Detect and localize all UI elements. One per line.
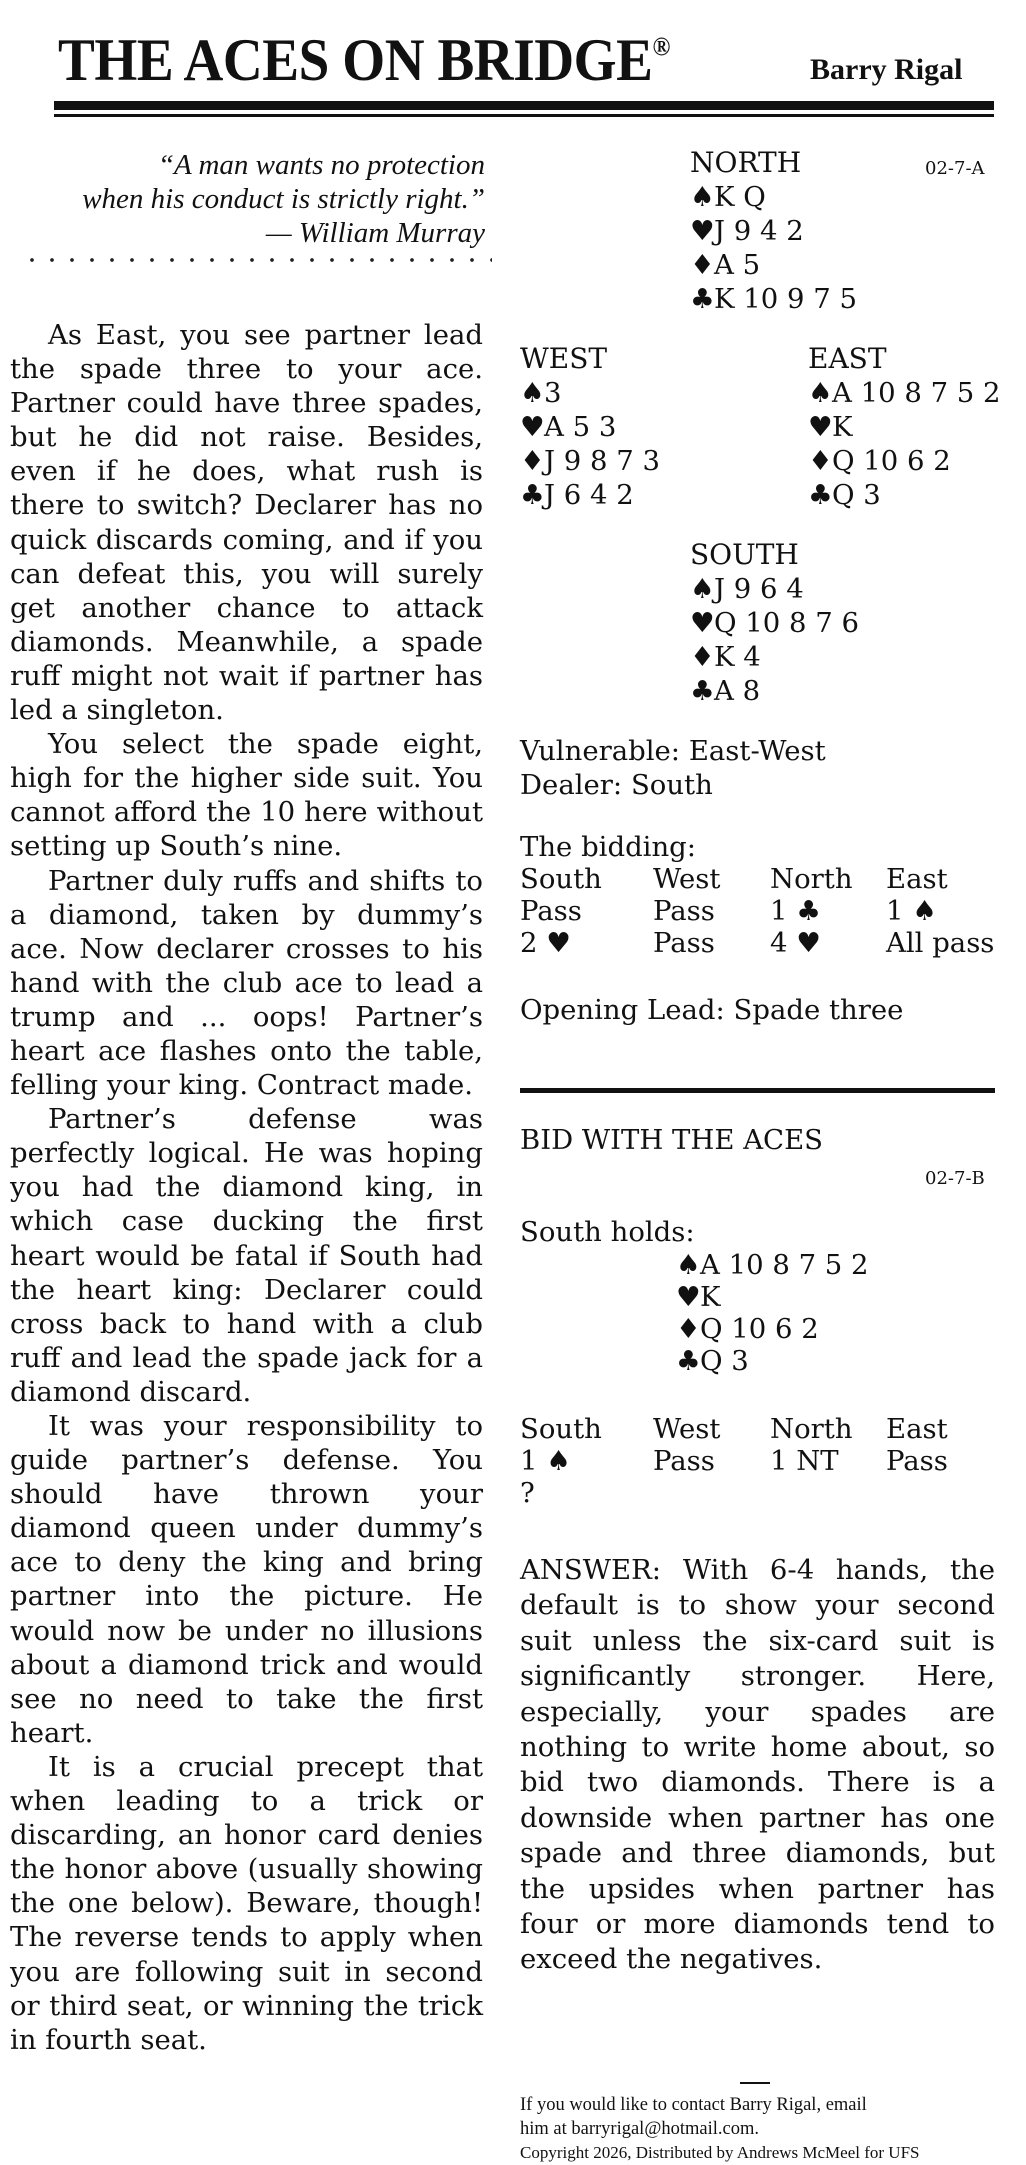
quote-line: when his conduct is strictly right.” (82, 183, 485, 215)
article-body (10, 318, 483, 2057)
paragraph: It is a crucial precept that when leading to a trick or discarding, an honor card denies the honor above (usually showing the one below). Beware, though! The reverse tends to apply when you are following suit in second or third seat, or winning the trick in fourth seat. (10, 1750, 483, 2056)
contact-line: If you would like to contact Barry Rigal, email (520, 2095, 867, 2115)
bidding-table (520, 863, 1000, 963)
epigraph-quote (10, 148, 485, 250)
deal-reference: 02-7-A (925, 158, 985, 179)
bid-cell: Pass (653, 895, 715, 927)
bidding-header: South (520, 863, 602, 895)
bid-cell: 1 ♠ (520, 1445, 571, 1477)
spade-icon: ♠ (690, 573, 715, 605)
quiz-bidding-table (520, 1413, 1000, 1513)
club-icon: ♣ (676, 1345, 701, 1377)
bidding-header: North (770, 863, 853, 895)
diamond-icon: ♦ (690, 641, 715, 673)
registered-mark: ® (652, 32, 670, 61)
quote-line: “A man wants no protection (157, 149, 485, 181)
heart-icon: ♥ (690, 215, 715, 247)
dealer: Dealer: South (520, 769, 713, 801)
west-label: WEST (520, 342, 608, 375)
spade-icon: ♠ (690, 181, 715, 213)
vulnerability: Vulnerable: East-West Dealer: South (520, 735, 826, 801)
author-name: Barry Rigal (810, 53, 963, 86)
bidding-header: West (653, 863, 721, 895)
bid-cell: Pass (653, 927, 715, 959)
bid-reference: 02-7-B (925, 1168, 985, 1189)
bidding-header: East (886, 1413, 948, 1445)
bid-cell: 1 ♠ (886, 895, 937, 927)
bidding-header: South (520, 1413, 602, 1445)
bidding-header: West (653, 1413, 721, 1445)
bidding-label: The bidding: (520, 831, 697, 863)
heart-icon: ♥ (690, 607, 715, 639)
south-holds-label: South holds: (520, 1216, 695, 1248)
bid-cell: 1 NT (770, 1445, 839, 1477)
east-hand: EAST ♠A 10 8 7 5 2 ♥K ♦Q 10 6 2 ♣Q 3 (808, 342, 1001, 511)
paragraph: It was your responsibility to guide partner’s defense. You should have thrown your diamond queen under dummy’s ace to deny the king and bring partner into the picture. He would now be under no illusions about a diamond trick and would see no need to take the first heart. (10, 1410, 483, 1749)
bidding-header: North (770, 1413, 853, 1445)
heart-icon: ♥ (808, 411, 833, 443)
heart-icon: ♥ (676, 1281, 701, 1313)
spade-icon: ♠ (520, 377, 545, 409)
diamond-icon: ♦ (520, 445, 545, 477)
south-holds-hand: ♠A 10 8 7 5 2 ♥K ♦Q 10 6 2 ♣Q 3 (676, 1249, 869, 1377)
diamond-icon: ♦ (690, 249, 715, 281)
south-hand: SOUTH ♠J 9 6 4 ♥Q 10 8 7 6 ♦K 4 ♣A 8 (690, 538, 859, 707)
copyright-line: Copyright 2026, Distributed by Andrews McMeel for UFS (520, 2143, 920, 2162)
dotted-separator (22, 258, 492, 262)
bid-cell: 4 ♥ (770, 927, 821, 959)
bid-cell: Pass (653, 1445, 715, 1477)
bid-cell: ? (520, 1477, 535, 1509)
bid-cell: All pass (886, 927, 995, 959)
bid-cell: 2 ♥ (520, 927, 571, 959)
bid-section-title: BID WITH THE ACES (520, 1124, 824, 1156)
west-hand: WEST ♠3 ♥A 5 3 ♦J 9 8 7 3 ♣J 6 4 2 (520, 342, 660, 511)
club-icon: ♣ (808, 479, 833, 511)
bidding-header: East (886, 863, 948, 895)
bid-cell: 1 ♣ (770, 895, 821, 927)
north-label: NORTH (690, 146, 802, 179)
diamond-icon: ♦ (808, 445, 833, 477)
column-title: THE ACES ON BRIDGE® (58, 27, 670, 93)
diamond-icon: ♦ (676, 1313, 701, 1345)
header-rule-thin (54, 114, 994, 117)
east-label: EAST (808, 342, 887, 375)
paragraph: You select the spade eight, high for the higher side suit. You cannot afford the 10 here without setting up South’s nine. (10, 728, 483, 863)
spade-icon: ♠ (808, 377, 833, 409)
bid-cell: Pass (886, 1445, 948, 1477)
footer-dash (740, 2082, 770, 2084)
bid-cell: Pass (520, 895, 582, 927)
paragraph: Partner’s defense was perfectly logical. He was hoping you had the diamond king, in which case ducking the first heart would be fatal if South had the heart king: Declarer could cross back to hand with a club ruff and lead the spade jack for a diamond discard. (10, 1103, 483, 1408)
club-icon: ♣ (690, 283, 715, 315)
south-label: SOUTH (690, 538, 799, 571)
quote-attribution: — William Murray (265, 217, 485, 249)
section-rule (520, 1088, 995, 1093)
north-hand: NORTH ♠K Q ♥J 9 4 2 ♦A 5 ♣K 10 9 7 5 (690, 146, 857, 315)
answer-text: ANSWER: With 6-4 hands, the default is to show your second suit unless the six-card suit is significantly stronger. Here, especially, your spades are nothing to write home about, so bid two diamonds. There is a downside when partner has one spade and three diamonds, but the upsides when partner has four or more diamonds tend to exceed the negatives. (520, 1554, 995, 1976)
club-icon: ♣ (690, 675, 715, 707)
club-icon: ♣ (520, 479, 545, 511)
heart-icon: ♥ (520, 411, 545, 443)
paragraph: Partner duly ruffs and shifts to a diamond, taken by dummy’s ace. Now declarer crosses to his hand with the club ace to lead a trump and ... oops! Partner’s heart ace flashes onto the table, felling your king. Contract made. (10, 864, 483, 1102)
paragraph: As East, you see partner lead the spade three to your ace. Partner could have three spades, but he did not raise. Besides, even if he does, what rush is there to switch? Declarer has no quick discards coming, and if you can defeat this, you will surely get another chance to attack diamonds. Meanwhile, a spade ruff might not wait if partner has led a singleton. (10, 319, 483, 727)
opening-lead: Opening Lead: Spade three (520, 994, 904, 1026)
header-rule-thick (54, 101, 994, 110)
contact-email-line: him at barryrigal@hotmail.com. (520, 2119, 759, 2139)
spade-icon: ♠ (676, 1249, 701, 1281)
